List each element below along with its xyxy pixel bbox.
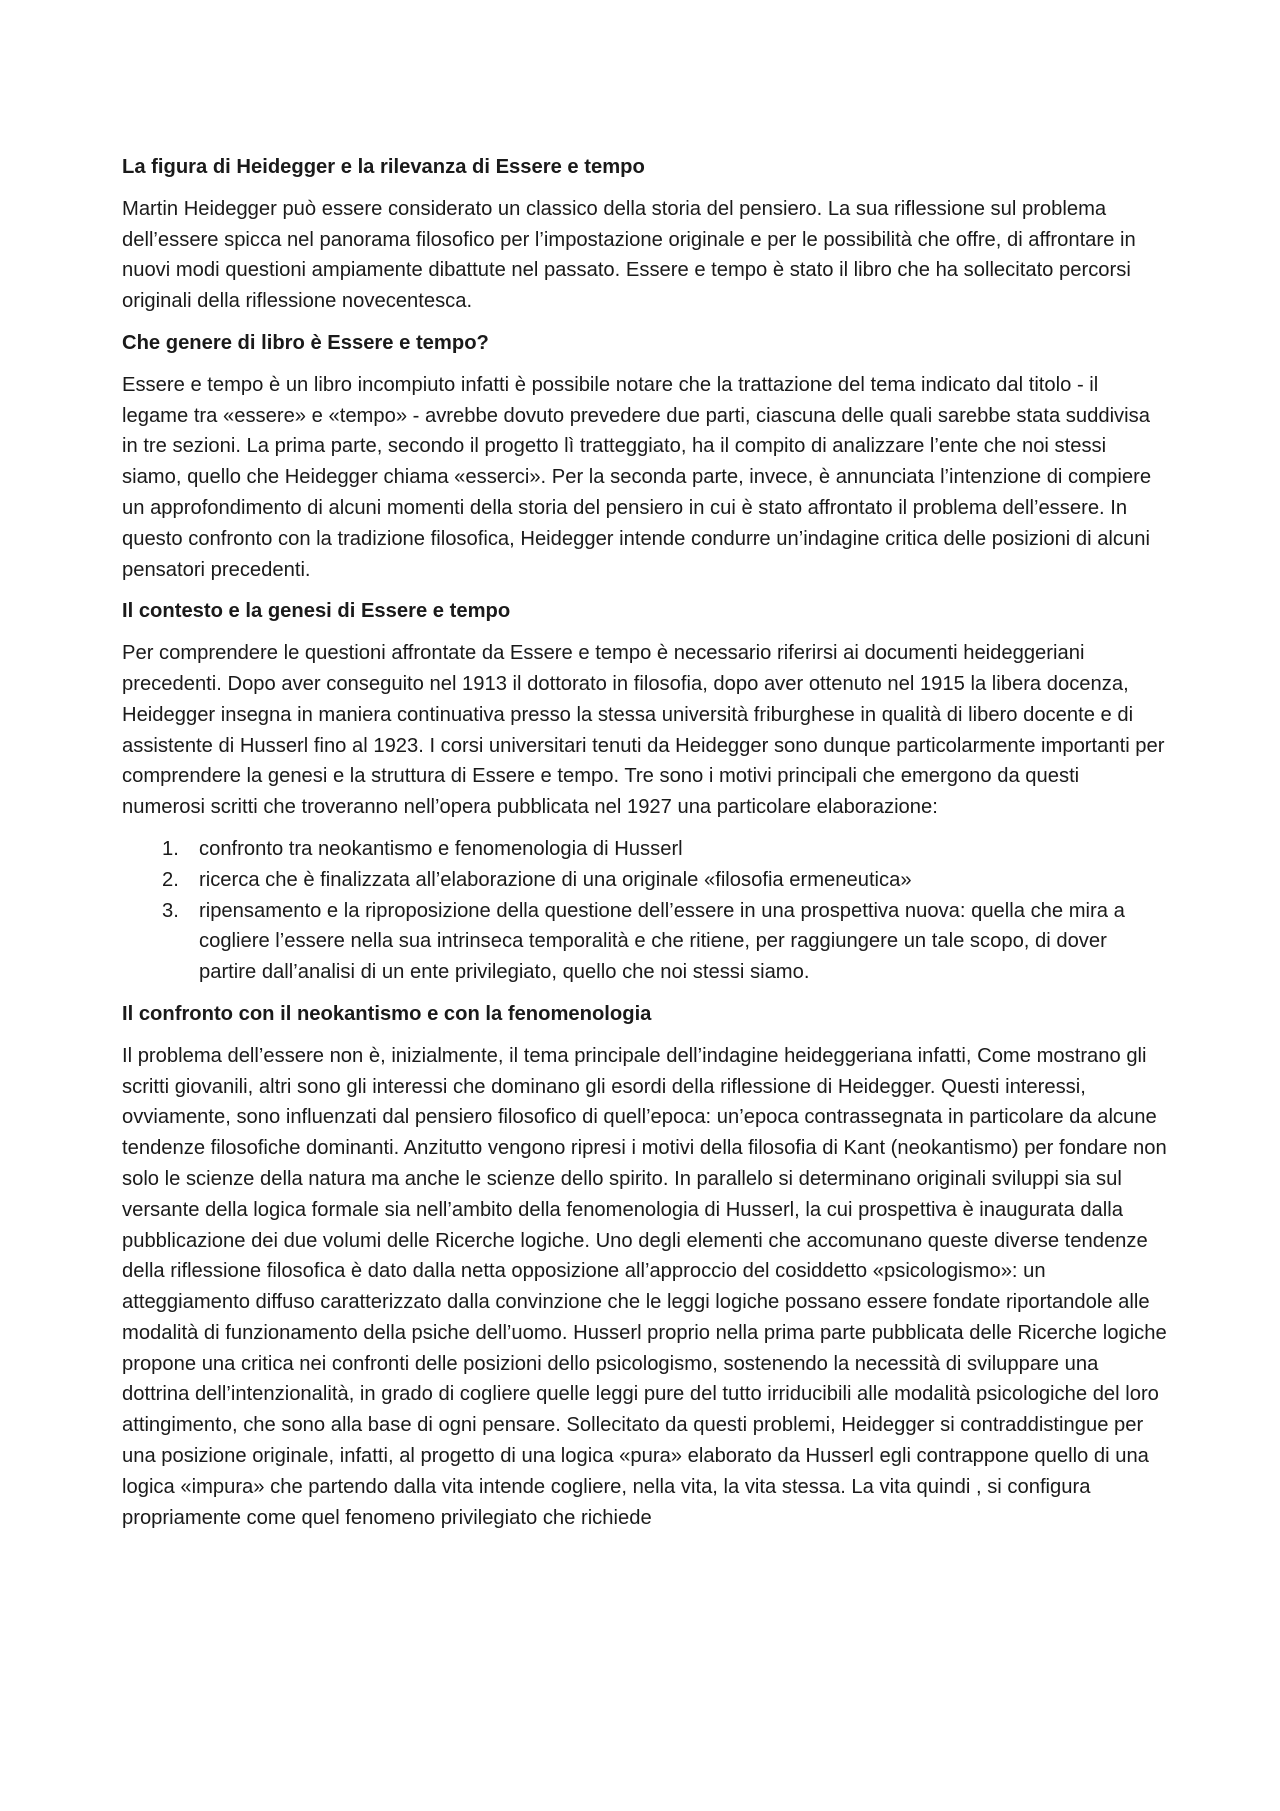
list-item (122, 865, 1167, 896)
list-number: 3. (162, 899, 179, 922)
section-paragraph: Essere e tempo è un libro incompiuto infatti è possibile notare che la trattazione del tema indicato dal titolo - il legame tra «essere» e «tempo» - avrebbe dovuto prevedere due parti, ciascuna delle quali sarebbe stata suddivisa in tre sezioni. La prima parte, secondo il progetto lì tratteggiato, ha il compito di analizzare l’ente che noi stessi siamo, quello che Heidegger chiama «esserci». Per la seconda parte, invece, è annunciata l’intenzione di compiere un approfondimento di alcuni momenti della storia del pensiero in cui è stato affrontato il problema dell’essere. In questo confronto con la tradizione filosofica, Heidegger intende condurre un’indagine critica delle posizioni di alcuni pensatori precedenti. (122, 373, 1152, 581)
numbered-list (122, 834, 1167, 988)
list-item-text: ripensamento e la riproposizione della questione dell’essere in una prospettiva nuova: quella che mira a cogliere l’essere nella sua intrinseca temporalità e che ritiene, per raggiungere un tale scopo, di dover partire dall’analisi di un ente privilegiato, quello che noi stessi siamo. (199, 899, 1125, 984)
section-paragraph: Per comprendere le questioni affrontate da Essere e tempo è necessario riferirsi ai documenti heideggeriani precedenti. Dopo aver conseguito nel 1913 il dottorato in filosofia, dopo aver ottenuto nel 1915 la libera docenza, Heidegger insegna in maniera continuativa presso la stessa università friburghese in qualità di libero docente e di assistente di Husserl fino al 1923. I corsi universitari tenuti da Heidegger sono dunque particolarmente importanti per comprendere la genesi e la struttura di Essere e tempo. Tre sono i motivi principali che emergono da questi numerosi scritti che troveranno nell’opera pubblicata nel 1927 una particolare elaborazione: (122, 642, 1165, 819)
list-item-text: confronto tra neokantismo e fenomenologia di Husserl (199, 837, 683, 860)
document-page (122, 152, 1167, 1544)
section-heading: La figura di Heidegger e la rilevanza di Essere e tempo (122, 156, 645, 178)
list-number: 2. (162, 868, 179, 891)
list-item-text: ricerca che è finalizzata all’elaborazione di una originale «filosofia ermeneutica» (199, 868, 912, 891)
list-number: 1. (162, 837, 179, 860)
list-item (122, 834, 1167, 865)
section-paragraph: Il problema dell’essere non è, inizialmente, il tema principale dell’indagine heideggeriana infatti, Come mostrano gli scritti giovanili, altri sono gli interessi che dominano gli esordi della riflessione di Heidegger. Questi interessi, ovviamente, sono influenzati dal pensiero filosofico di quell’epoca: un’epoca contrassegnata in particolare da alcune tendenze filosofiche dominanti. Anzitutto vengono ripresi i motivi della filosofia di Kant (neokantismo) per fondare non solo le scienze della natura ma anche le scienze dello spirito. In parallelo si determinano originali sviluppi sia sul versante della logica formale sia nell’ambito della fenomenologia di Husserl, la cui prospettiva è inaugurata dalla pubblicazione dei due volumi delle Ricerche logiche. Uno degli elementi che accomunano queste diverse tendenze della riflessione filosofica è dato dalla netta opposizione all’approccio del cosiddetto «psicologismo»: un atteggiamento diffuso caratterizzato dalla convinzione che le leggi logiche possano essere fondate riportandole alle modalità di funzionamento della psiche dell’uomo. Husserl proprio nella prima parte pubblicata delle Ricerche logiche propone una critica nei confronti delle posizioni dello psicologismo, sostenendo la necessità di sviluppare una dottrina dell’intenzionalità, in grado di cogliere quelle leggi pure del tutto irriducibili alle modalità psicologiche del loro attingimento, che sono alla base di ogni pensare. Sollecitato da questi problemi, Heidegger si contraddistingue per una posizione originale, infatti, al progetto di una logica «pura» elaborato da Husserl egli contrappone quello di una logica «impura» che partendo dalla vita intende cogliere, nella vita, la vita stessa. La vita quindi , si configura propriamente come quel fenomeno privilegiato che richiede (122, 1044, 1167, 1529)
section-heading: Il confronto con il neokantismo e con la fenomenologia (122, 1002, 652, 1025)
section-paragraph: Martin Heidegger può essere considerato un classico della storia del pensiero. La sua riflessione sul problema dell’essere spicca nel panorama filosofico per l’impostazione originale e per le possibilità che offre, di affrontare in nuovi modi questioni ampiamente dibattute nel passato. Essere e tempo è stato il libro che ha sollecitato percorsi originali della riflessione novecentesca. (122, 197, 1136, 313)
list-item (122, 896, 1167, 988)
section-heading: Che genere di libro è Essere e tempo? (122, 331, 489, 354)
section-heading: Il contesto e la genesi di Essere e tempo (122, 600, 511, 623)
